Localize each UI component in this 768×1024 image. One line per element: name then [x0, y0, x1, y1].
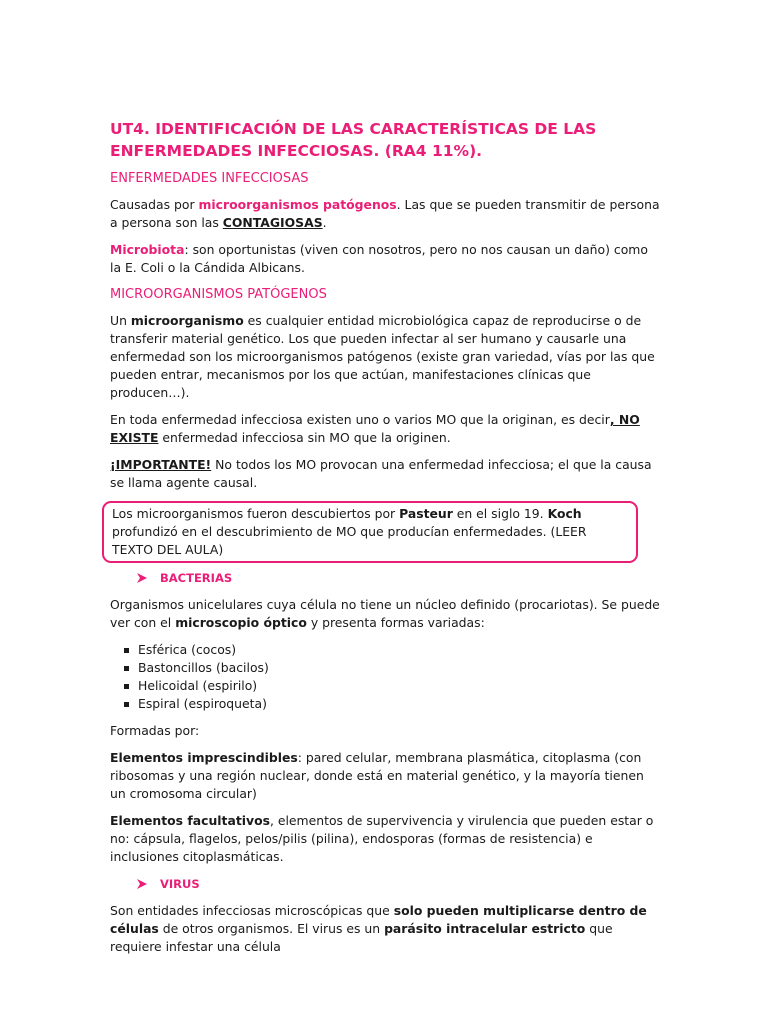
list-item: Bastoncillos (bacilos): [128, 659, 660, 677]
term-importante: ¡IMPORTANTE!: [110, 457, 212, 472]
term-parasito-intracelular: parásito intracelular estricto: [384, 921, 586, 936]
paragraph-virus-definition: Son entidades infecciosas microscópicas que solo pueden multiplicarse dentro de células de otros organismos. El virus es un parásito intracelular estricto que requiere infestar una célula: [110, 903, 647, 954]
term-contagiosas: CONTAGIOSAS: [222, 215, 323, 230]
term-microorganismo: microorganismo: [130, 313, 244, 328]
paragraph-microorganismo-definition: Un microorganismo es cualquier entidad microbiológica capaz de reproducirse o de transferir material genético. Los que pueden infectar al ser humano y causarle una enfermedad son los microorganismos patógenos (existe gran variedad, vías por las que pueden entrar, mecanismos por los que actúan, manifestaciones clínicas que producen…).: [110, 313, 655, 400]
subheading-bacterias: BACTERIAS: [136, 569, 660, 587]
document-title: UT4. IDENTIFICACIÓN DE LAS CARACTERÍSTICAS DE LAS ENFERMEDADES INFECCIOSAS. (RA4 11%).: [110, 120, 597, 160]
term-microscopio-optico: microscopio óptico: [175, 615, 307, 630]
term-koch: Koch: [547, 506, 582, 521]
paragraph-no-existe: En toda enfermedad infecciosa existen uno o varios MO que la originan, es decir, NO EXISTE enfermedad infecciosa sin MO que la originen.: [110, 412, 640, 445]
paragraph-causadas: Causadas por microorganismos patógenos. Las que se pueden transmitir de persona a persona son las CONTAGIOSAS.: [110, 197, 660, 230]
boxed-note-pasteur-koch: Los microorganismos fueron descubiertos por Pasteur en el siglo 19. Koch profundizó en el descubrimiento de MO que producían enfermedades. (LEER TEXTO DEL AULA): [102, 501, 638, 563]
term-no-existe: , NO EXISTE: [110, 412, 640, 445]
paragraph-formadas-por: Formadas por:: [110, 723, 200, 738]
term-solo-multiplicarse: solo pueden multiplicarse dentro de células: [110, 903, 647, 936]
paragraph-bacterias-definition: Organismos unicelulares cuya célula no tiene un núcleo definido (procariotas). Se puede ver con el microscopio óptico y presenta formas variadas:: [110, 597, 660, 630]
term-elementos-imprescindibles: Elementos imprescindibles: [110, 750, 298, 765]
list-item: Helicoidal (espirilo): [128, 677, 660, 695]
term-pasteur: Pasteur: [399, 506, 453, 521]
highlight-microorganismos-patogenos: microorganismos patógenos: [198, 197, 397, 212]
term-elementos-facultativos: Elementos facultativos: [110, 813, 270, 828]
paragraph-importante: ¡IMPORTANTE! No todos los MO provocan una enfermedad infecciosa; el que la causa se llama agente causal.: [110, 457, 652, 490]
document-body: [110, 118, 660, 965]
paragraph-microbiota: Microbiota: son oportunistas (viven con nosotros, pero no nos causan un daño) como la E. Coli o la Cándida Albicans.: [110, 242, 648, 275]
subheading-virus: VIRUS: [136, 875, 660, 893]
arrowhead-bullet-icon: [136, 572, 148, 584]
list-item: Esférica (cocos): [128, 641, 660, 659]
paragraph-elementos-imprescindibles: Elementos imprescindibles: pared celular, membrana plasmática, citoplasma (con ribosomas y una región nuclear, donde está en material genético, y la mayoría tienen un cromosoma circular): [110, 750, 644, 801]
term-microbiota: Microbiota: [110, 242, 185, 257]
arrowhead-bullet-icon: [136, 878, 148, 890]
bacteria-shapes-list: [110, 641, 660, 713]
heading-microorganismos-patogenos: MICROORGANISMOS PATÓGENOS: [110, 287, 327, 302]
list-item: Espiral (espiroqueta): [128, 695, 660, 713]
paragraph-elementos-facultativos: Elementos facultativos, elementos de supervivencia y virulencia que pueden estar o no: cápsula, flagelos, pelos/pilis (pilina), endosporas (formas de resistencia) e inclusiones citoplasmáticas.: [110, 813, 654, 864]
heading-enfermedades-infecciosas: ENFERMEDADES INFECCIOSAS: [110, 171, 309, 186]
